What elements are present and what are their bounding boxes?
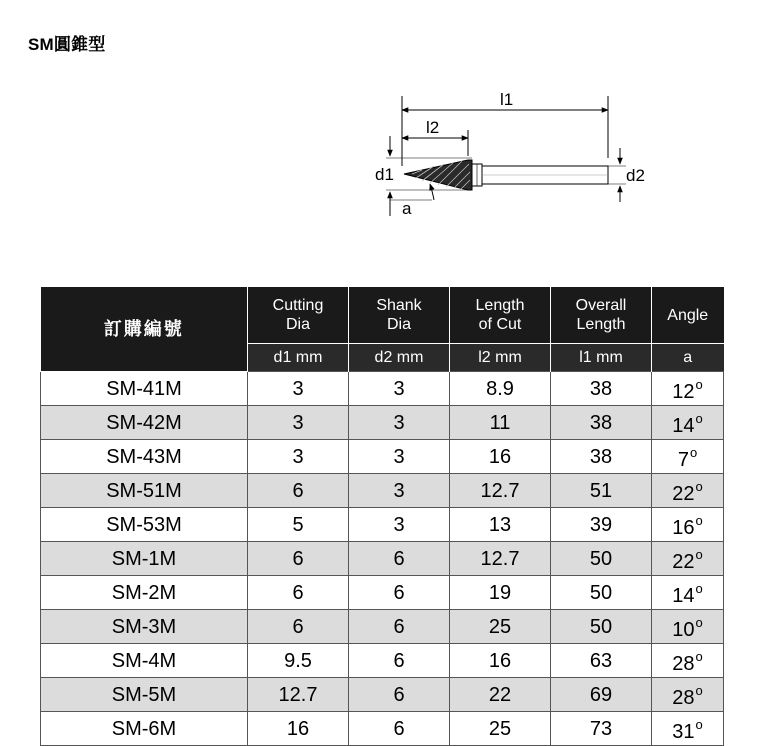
l2-dimension xyxy=(402,118,468,156)
angle-dimension xyxy=(390,184,434,218)
cell-angle: 14$^o$ xyxy=(652,406,724,440)
d1-label: d1 xyxy=(375,165,394,184)
order-no-header: 訂購編號 xyxy=(41,287,248,372)
cutting-dia-header: Cutting Dia xyxy=(248,287,349,344)
table-row xyxy=(41,372,724,406)
cell-code: SM-3M xyxy=(41,610,248,644)
degree-mark: o xyxy=(695,649,703,664)
cell-l2: 22 xyxy=(450,678,551,712)
cell-code: SM-4M xyxy=(41,644,248,678)
cell-angle: 7$^o$ xyxy=(652,440,724,474)
cell-d2: 3 xyxy=(349,372,450,406)
table-row xyxy=(41,610,724,644)
cell-d2: 3 xyxy=(349,440,450,474)
l2-label: l2 xyxy=(426,118,440,137)
cell-l1: 73 xyxy=(551,712,652,746)
degree-mark: o xyxy=(695,377,703,392)
angle-header: Angle xyxy=(652,287,724,344)
cell-d2: 3 xyxy=(349,474,450,508)
cell-d2: 6 xyxy=(349,644,450,678)
degree-mark: o xyxy=(695,581,703,596)
cell-angle: 28$^o$ xyxy=(652,678,724,712)
cell-d2: 6 xyxy=(349,610,450,644)
cell-l2: 19 xyxy=(450,576,551,610)
d2-label: d2 xyxy=(626,166,645,185)
cell-d1: 6 xyxy=(248,576,349,610)
degree-mark: o xyxy=(689,445,698,460)
cell-d2: 3 xyxy=(349,406,450,440)
cell-angle: 22$^o$ xyxy=(652,474,724,508)
cell-d1: 3 xyxy=(248,440,349,474)
cell-d1: 9.5 xyxy=(248,644,349,678)
cell-angle: 12$^o$ xyxy=(652,372,724,406)
unit-d2: d2 mm xyxy=(349,344,450,372)
cell-code: SM-53M xyxy=(41,508,248,542)
cell-code: SM-42M xyxy=(41,406,248,440)
cell-angle: 16$^o$ xyxy=(652,508,724,542)
cell-l1: 50 xyxy=(551,542,652,576)
page-title: SM圓錐型 xyxy=(28,35,106,54)
table-row xyxy=(41,576,724,610)
cell-l1: 38 xyxy=(551,406,652,440)
degree-mark: o xyxy=(695,479,703,494)
degree-mark: o xyxy=(695,513,703,528)
table-row xyxy=(41,678,724,712)
cell-d1: 3 xyxy=(248,406,349,440)
unit-l1: l1 mm xyxy=(551,344,652,372)
cell-l2: 25 xyxy=(450,712,551,746)
table-row xyxy=(41,542,724,576)
cell-d1: 6 xyxy=(248,474,349,508)
cell-angle: 22$^o$ xyxy=(652,542,724,576)
cell-code: SM-43M xyxy=(41,440,248,474)
cell-l1: 50 xyxy=(551,610,652,644)
cell-d2: 3 xyxy=(349,508,450,542)
table-row xyxy=(41,644,724,678)
cell-code: SM-41M xyxy=(41,372,248,406)
header-row xyxy=(41,287,724,344)
cell-d1: 3 xyxy=(248,372,349,406)
length-of-cut-header: Length of Cut xyxy=(450,287,551,344)
degree-mark: o xyxy=(695,683,703,698)
table-row xyxy=(41,406,724,440)
cell-angle: 10$^o$ xyxy=(652,610,724,644)
cell-d1: 6 xyxy=(248,542,349,576)
cell-d1: 6 xyxy=(248,610,349,644)
table-row xyxy=(41,440,724,474)
cell-d2: 6 xyxy=(349,576,450,610)
degree-mark: o xyxy=(695,547,703,562)
angle-label: a xyxy=(402,199,412,218)
burr-head xyxy=(404,160,472,190)
cell-l2: 13 xyxy=(450,508,551,542)
cell-l2: 16 xyxy=(450,440,551,474)
cell-d2: 6 xyxy=(349,542,450,576)
table-row xyxy=(41,712,724,746)
cell-l1: 69 xyxy=(551,678,652,712)
cell-l2: 12.7 xyxy=(450,542,551,576)
cell-l1: 38 xyxy=(551,440,652,474)
degree-mark: o xyxy=(695,615,703,630)
cell-l2: 11 xyxy=(450,406,551,440)
table-row xyxy=(41,474,724,508)
cell-d1: 12.7 xyxy=(248,678,349,712)
d2-dimension xyxy=(608,148,645,202)
degree-mark: o xyxy=(695,411,703,426)
cell-l2: 8.9 xyxy=(450,372,551,406)
overall-length-header: Overall Length xyxy=(551,287,652,344)
table-body xyxy=(41,372,724,746)
cell-l2: 16 xyxy=(450,644,551,678)
cell-code: SM-5M xyxy=(41,678,248,712)
cell-d2: 6 xyxy=(349,678,450,712)
l1-label: l1 xyxy=(500,90,514,109)
burr-shank xyxy=(472,164,608,186)
cell-code: SM-6M xyxy=(41,712,248,746)
cell-d1: 16 xyxy=(248,712,349,746)
burr-dimension-diagram xyxy=(360,88,670,228)
unit-a: a xyxy=(652,344,724,372)
cell-angle: 28$^o$ xyxy=(652,644,724,678)
cell-l1: 51 xyxy=(551,474,652,508)
unit-l2: l2 mm xyxy=(450,344,551,372)
cell-d2: 6 xyxy=(349,712,450,746)
spec-table xyxy=(40,287,724,746)
cell-l2: 12.7 xyxy=(450,474,551,508)
cell-d1: 5 xyxy=(248,508,349,542)
unit-d1: d1 mm xyxy=(248,344,349,372)
degree-mark: o xyxy=(695,717,703,732)
table-row xyxy=(41,508,724,542)
cell-code: SM-51M xyxy=(41,474,248,508)
cell-l1: 63 xyxy=(551,644,652,678)
cell-l1: 50 xyxy=(551,576,652,610)
cell-angle: 14$^o$ xyxy=(652,576,724,610)
cell-code: SM-2M xyxy=(41,576,248,610)
cell-l2: 25 xyxy=(450,610,551,644)
cell-code: SM-1M xyxy=(41,542,248,576)
cell-l1: 38 xyxy=(551,372,652,406)
shank-dia-header: Shank Dia xyxy=(349,287,450,344)
cell-l1: 39 xyxy=(551,508,652,542)
cell-angle: 31$^o$ xyxy=(652,712,724,746)
